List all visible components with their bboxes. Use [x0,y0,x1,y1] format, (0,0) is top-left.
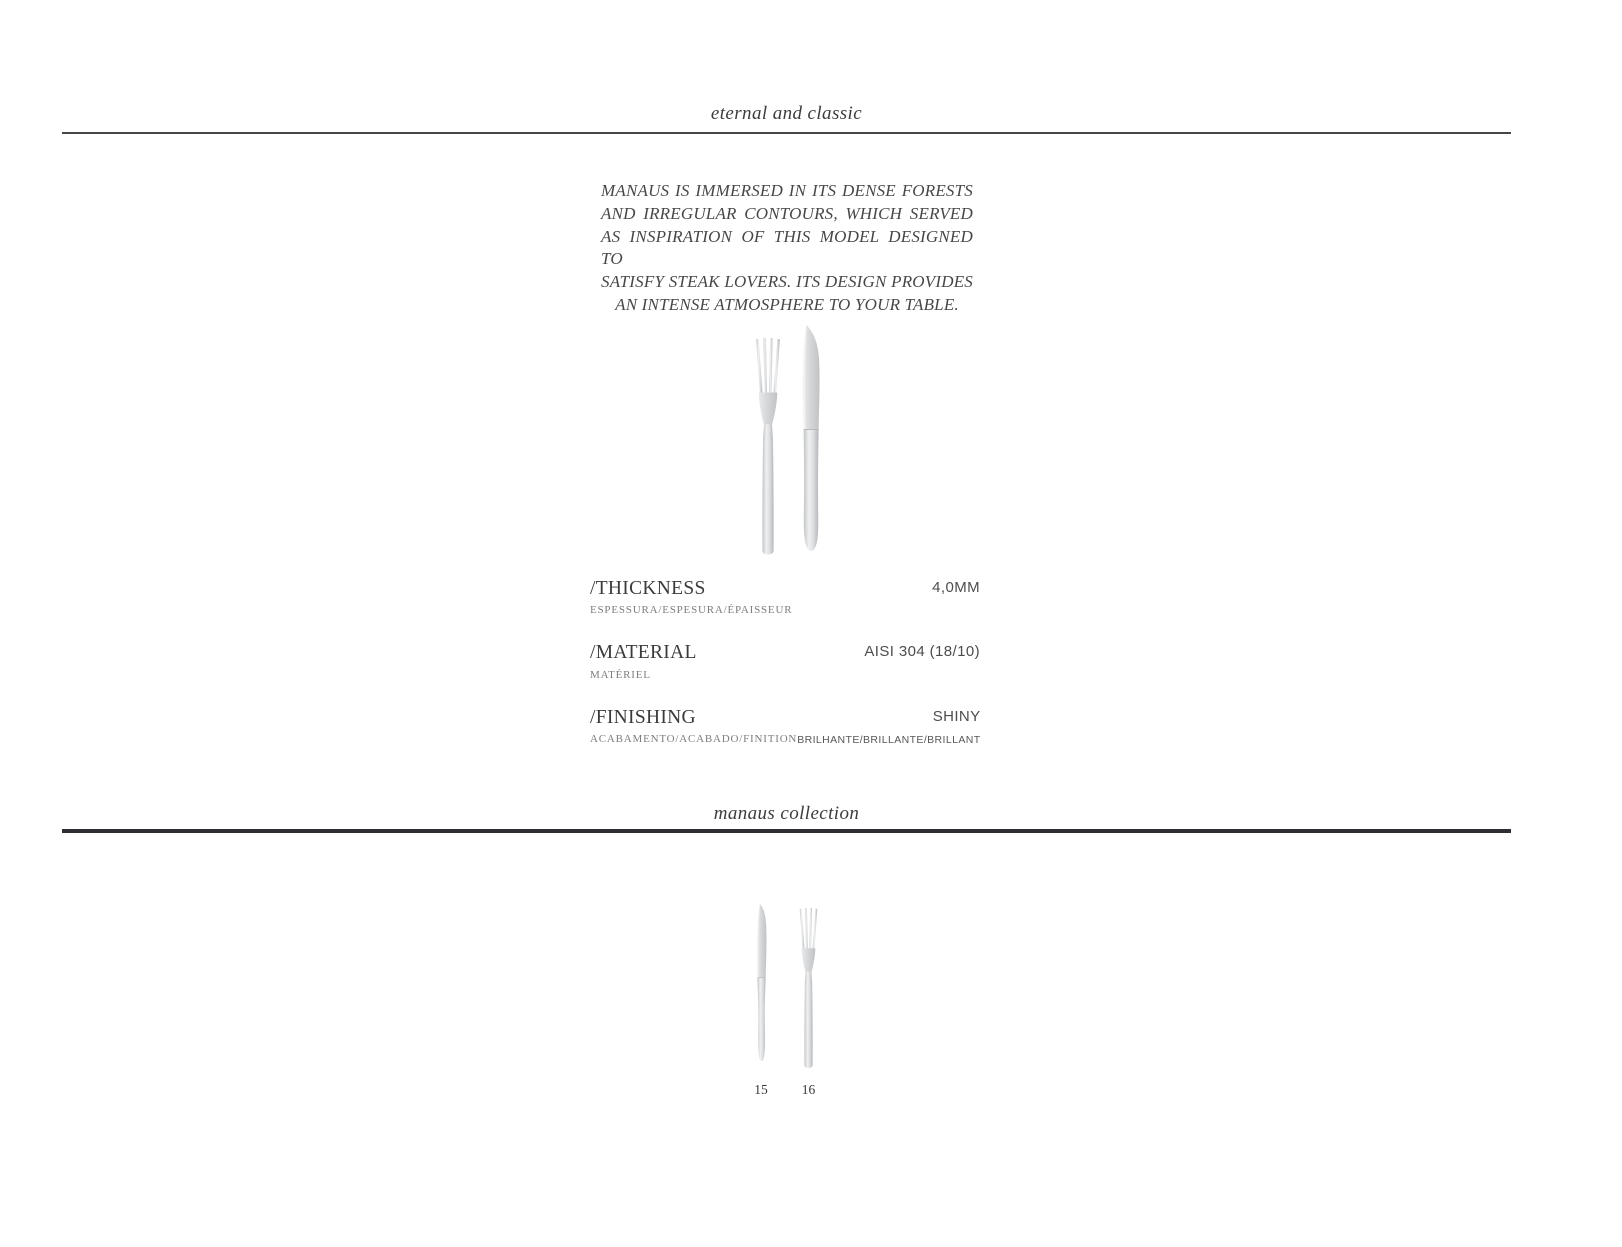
spec-row-material [590,642,980,680]
spec-label-block [590,578,792,616]
spec-label-block [590,642,697,680]
item-number-fork: 16 [801,1082,816,1097]
intro-paragraph [601,180,973,317]
intro-line: SATISFY STEAK LOVERS. ITS DESIGN PROVIDES [601,272,973,292]
table-fork-image [750,338,786,556]
spec-value: 4,0MM [932,579,980,596]
intro-line: AND IRREGULAR CONTOURS, WHICH SERVED [601,203,973,223]
intro-line: AS INSPIRATION OF THIS MODEL DESIGNED TO [601,226,973,269]
spec-subvalue: BRILHANTE/BRILLANTE/BRILLANT [797,733,981,746]
spec-sublabel: MATÉRIEL [590,668,651,681]
spec-label: /THICKNESS [590,578,706,599]
collection-title: manaus collection [713,803,860,824]
intro-line: MANAUS IS IMMERSED IN ITS DENSE FORESTS [601,181,973,200]
page-title: eternal and classic [710,103,863,124]
intro-line: AN INTENSE ATMOSPHERE TO YOUR TABLE. [615,294,959,314]
spec-value-block [864,642,980,669]
spec-label-block [590,707,797,745]
spec-value: SHINY [932,707,981,725]
spec-value: AISI 304 (18/10) [864,643,980,661]
footer-rule [62,829,1511,833]
header-rule [62,132,1511,134]
spec-sublabel: ESPESSURA/ESPESURA/ÉPAISSEUR [590,604,793,617]
spec-sublabel: ACABAMENTO/ACABADO/FINITION [590,733,798,746]
table-fork-small-image [795,908,822,1069]
spec-label: /MATERIAL [590,642,697,664]
spec-value-block [797,707,980,746]
item-number-knife: 15 [754,1082,768,1097]
steak-knife-image [792,324,826,556]
spec-value-block [932,578,980,605]
spec-label: /FINISHING [590,706,696,728]
spec-list [590,578,980,772]
spec-row-finishing [590,707,980,746]
steak-knife-small-image [751,903,771,1069]
spec-row-thickness [590,578,980,616]
